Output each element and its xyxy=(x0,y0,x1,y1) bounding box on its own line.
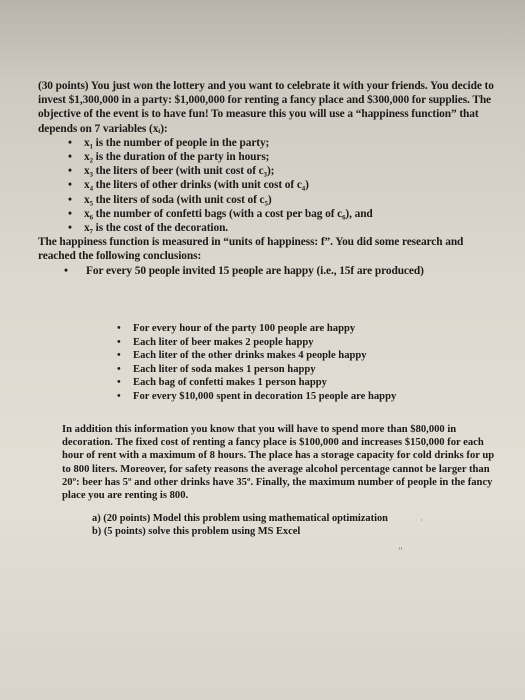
conclusion-item: • Each liter of soda makes 1 person happy xyxy=(117,363,497,377)
conclusion-item: • Each bag of confetti makes 1 person happy xyxy=(117,376,497,390)
additional-constraints: In addition this information you know that you will have to spend more than $80,000 in decoration. The fixed cost of renting a fancy place is $100,000 and increases $150,000 for each hour of rent with a maximum of 8 hours. The place has a storage capacity for cold drinks for up to 800 liters. Moreover, for safety reasons the average alcohol percentage cannot be larger than 20º: beer has 5º and other drinks have 35º. Finally, the maximum number of people in the fancy place you are renting is 800. xyxy=(62,424,495,502)
stray-mark-icon: ’’ xyxy=(398,546,403,555)
problem-intro-block xyxy=(38,79,496,278)
first-conclusion-list xyxy=(64,264,496,278)
variable-item: • x₅ the liters of soda (with unit cost of c₅) xyxy=(68,193,496,207)
variable-item: • x₁ is the number of people in the party; xyxy=(68,136,496,150)
conclusion-item: • Each liter of the other drinks makes 4 people happy xyxy=(117,349,497,363)
conclusion-item: • Each liter of beer makes 2 people happy xyxy=(117,336,497,350)
variable-item: • x₆ the number of confetti bags (with a cost per bag of c₆), and xyxy=(68,207,496,221)
happiness-definition: The happiness function is measured in “units of happiness: f”. You did some research and reached the following conclusions: xyxy=(38,236,464,263)
variable-item: • x₇ is the cost of the decoration. xyxy=(68,221,496,235)
variable-item: • x₂ is the duration of the party in hours; xyxy=(68,150,496,164)
conclusion-item: • For every hour of the party 100 people are happy xyxy=(117,322,497,336)
variables-list xyxy=(68,136,496,235)
conclusion-item: • For every 50 people invited 15 people are happy (i.e., 15f are produced) xyxy=(64,264,496,278)
question-parts xyxy=(92,512,492,539)
variable-item: • x₄ the liters of other drinks (with unit cost of c₄) xyxy=(68,178,496,192)
problem-intro: (30 points) You just won the lottery and you want to celebrate it with your friends. You decide to invest $1,300,000 in a party: $1,000,000 for renting a fancy place and $300,000 for supplies. The objective of the event is to have fun! To measure this you will use a “happiness function” that depends on 7 variables (xᵢ): xyxy=(38,80,494,135)
stray-mark-icon: · xyxy=(420,516,423,525)
question-part-b: b) (5 points) solve this problem using MS Excel xyxy=(92,526,301,538)
conclusions-list xyxy=(117,322,497,404)
question-part-a: a) (20 points) Model this problem using mathematical optimization xyxy=(92,513,388,524)
variable-item: • x₃ the liters of beer (with unit cost of c₃); xyxy=(68,164,496,178)
conclusion-item: • For every $10,000 spent in decoration 15 people are happy xyxy=(117,390,497,404)
